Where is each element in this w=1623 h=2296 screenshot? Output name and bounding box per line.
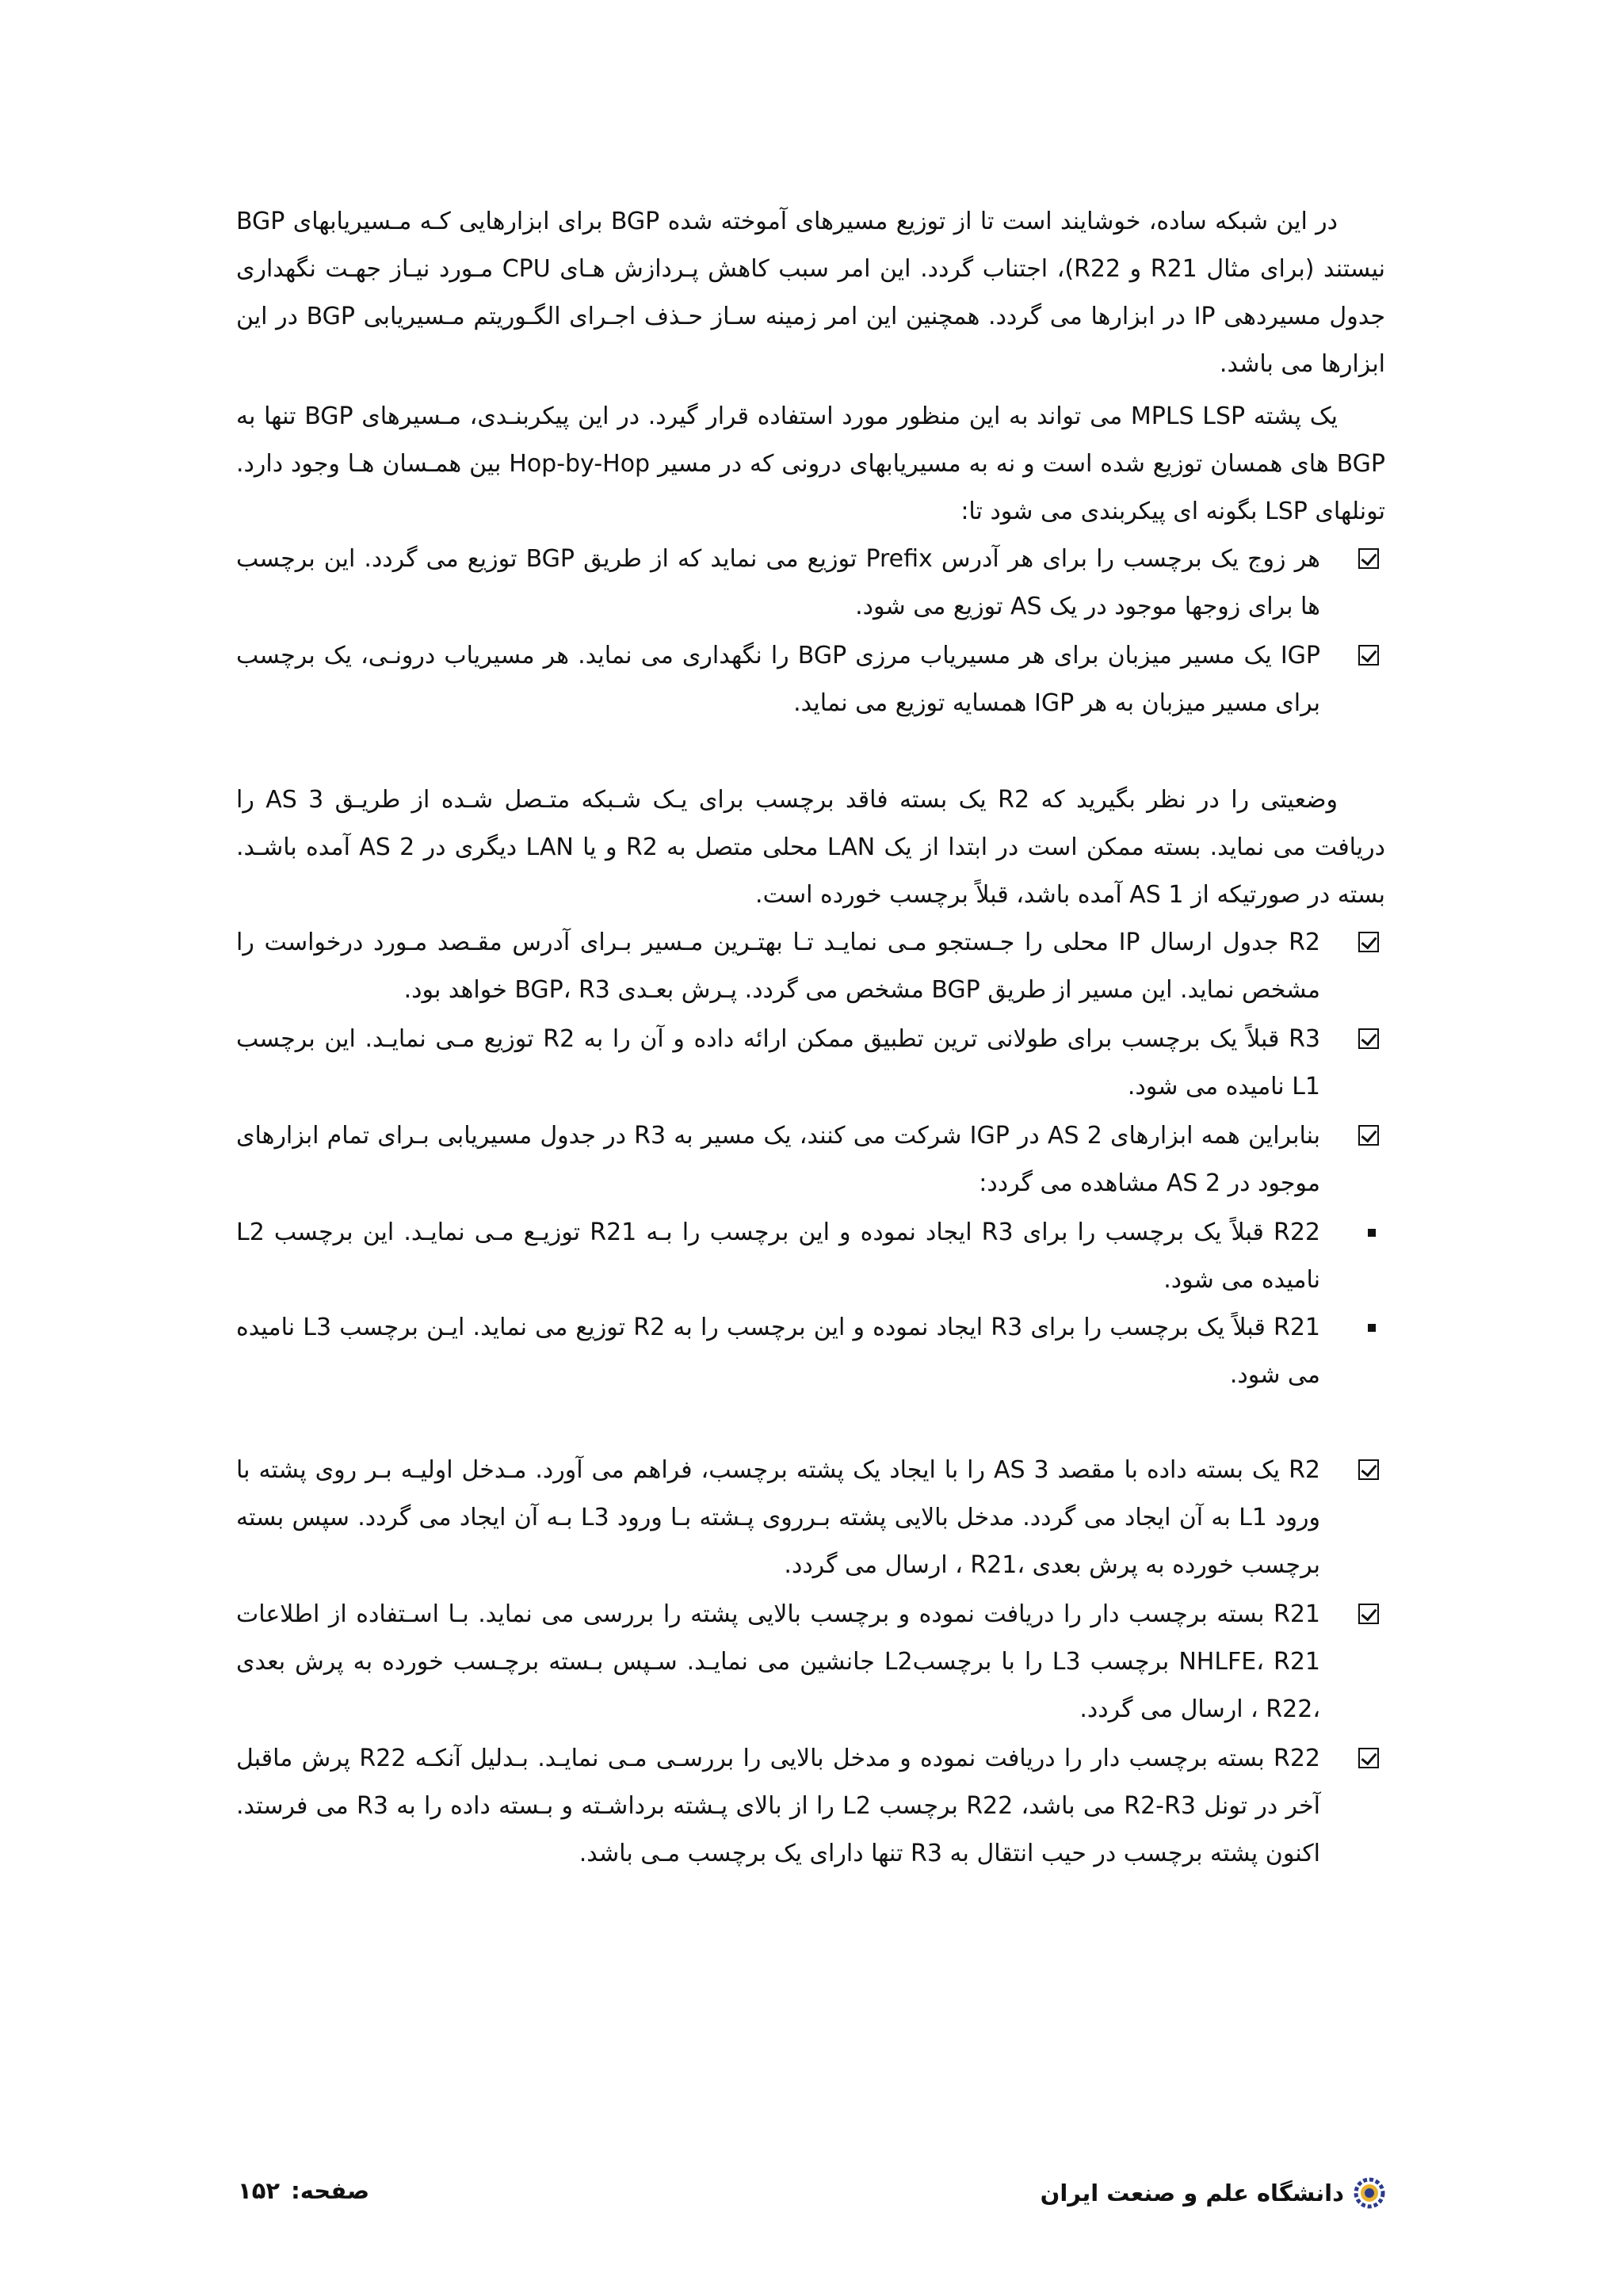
list-item-text: R2 یک بسته داده با مقصد AS 3 را با ایجاد یک پشته برچسب، فراهم می آورد. مـدخل اولیـه بـر روی پشته با ورود L1 به آن ایجاد می گردد. مدخل بالایی پشته بـرروی پـشته بـا ورود L3 بـه آن ایجاد می گردد. سپس بسته برچسب خورده به پرش بعدی ،R21 ، ارسال می گردد. [236,1456,1320,1579]
list-item-text: R22 بسته برچسب دار را دریافت نموده و مدخل بالایی را بررسـی مـی نمایـد. بـدلیل آنکـه R22 پرش ماقبل آخر در تونل R2-R3 می باشد، R22 برچسب L2 را از بالای پـشته برداشـته و بـسته داده را به R3 می فرستد. اکنون پشته برچسب در حیب انتقال به R3 تنها دارای یک برچسب مـی باشد. [236,1745,1320,1867]
list-item-text: هر زوج یک برچسب را برای هر آدرس Prefix توزیع می نماید که از طریق BGP توزیع می گردد. این برچسب ها برای زوجها موجود در یک AS توزیع می شود. [236,545,1321,620]
list-item [236,1112,1385,1207]
university-name: دانشگاه علم و صنعت ایران [1040,2180,1344,2206]
checked-box-icon [1358,1748,1379,1768]
checkbox-list [236,536,1385,727]
list-item [236,536,1385,631]
checked-box-icon [1358,932,1379,952]
list-item-text: R21 بسته برچسب دار را دریافت نموده و برچسب بالایی پشته را بررسی می نماید. بـا اسـتفاده از اطلاعات NHLFE، R21 برچسب L3 را با برچسبL2 جانشین می نمایـد. سـپس بـسته برچـسب خورده به پرش بعدی ،R22 ، ارسال می گردد. [236,1600,1320,1723]
list-item [236,1447,1385,1589]
list-item-text: بنابراین همه ابزارهای AS 2 در IGP شرکت می کنند، یک مسیر به R3 در جدول مسیریابی بـرای تمام ابزارهای موجود در AS 2 مشاهده می گردد: [236,1122,1321,1197]
university-logo-icon [1354,2177,1385,2209]
list-item [236,632,1385,727]
checked-box-icon [1358,1125,1379,1146]
sublist-item [236,1209,1385,1304]
paragraph: وضعیتی را در نظر بگیرید که R2 یک بسته فاقد برچسب برای یـک شـبکه متـصل شـده از طریـق AS 3 را دریافت می نماید. بسته ممکن است در ابتدا از یک LAN محلی متصل به R2 و یا LAN دیگری در AS 2 آمده باشـد. بسته در صورتیکه از AS 1 آمده باشد، قبلاً برچسب خورده است. [236,786,1385,909]
list-item [236,1016,1385,1111]
checked-box-icon [1358,1028,1379,1049]
paragraph: در این شبکه ساده، خوشایند است تا از توزیع مسیرهای آموخته شده BGP برای ابزارهایی کـه مـسیریابهای BGP نیستند (برای مثال R21 و R22)، اجتناب گردد. این امر سبب کاهش پـردازش هـای CPU مـورد نیـاز جهـت نگهداری جدول مسیردهی IP در ابزارها می گردد. همچنین این امر زمینه سـاز حـذف اجـرای الگـوریتم مـسیریابی BGP در این ابزارها می باشد. [236,208,1385,378]
page-number: ۱۵۲ [238,2177,281,2204]
bullet-sublist [236,1209,1385,1399]
sublist-item [236,1304,1385,1399]
checkbox-list [236,1447,1385,1878]
checked-box-icon [1358,548,1379,569]
checked-box-icon [1358,1459,1379,1480]
list-item-text: IGP یک مسیر میزبان برای هر مسیریاب مرزی BGP را نگهداری می نماید. هر مسیریاب درونـی، یک برچسب برای مسیر میزبان به هر IGP همسایه توزیع می نماید. [236,642,1320,717]
page-number-block [238,2177,369,2204]
checked-box-icon [1358,1604,1379,1624]
list-item [236,1591,1385,1733]
square-bullet-icon [1368,1229,1376,1237]
paragraph: یک پشته MPLS LSP می تواند به این منظور مورد استفاده قرار گیرد. در این پیکربنـدی، مـسیرهای BGP تنها به BGP های همسان توزیع شده است و نه به مسیریابهای درونی که در مسیر Hop-by-Hop بین همـسان هـا وجود دارد. تونلهای LSP بگونه ای پیکربندی می شود تا: [236,402,1386,525]
list-item [236,1735,1385,1878]
list-item-text: R2 جدول ارسال IP محلی را جـستجو مـی نمایـد تـا بهتـرین مـسیر بـرای آدرس مقـصد مـورد درخواست را مشخص نماید. این مسیر از طریق BGP مشخص می گردد. پـرش بعـدی BGP، R3 خواهد بود. [236,929,1320,1004]
page-body [236,198,1385,1879]
page-footer [238,2171,1385,2218]
square-bullet-icon [1368,1324,1376,1332]
spacer [236,1399,1385,1447]
sublist-item-text: R21 قبلاً یک برچسب را برای R3 ایجاد نموده و این برچسب را به R2 توزیع می نماید. ایـن برچسب L3 نامیده می شود. [236,1314,1320,1389]
spacer [236,729,1385,776]
sublist-item-text: R22 قبلاً یک برچسب را برای R3 ایجاد نموده و این برچسب را بـه R21 توزیـع مـی نمایـد. این برچسب L2 نامیده می شود. [236,1219,1320,1294]
list-item [236,919,1385,1014]
footer-university [1041,2177,1385,2209]
checkbox-list [236,919,1385,1207]
checked-box-icon [1358,645,1379,666]
page-label: صفحه: [291,2177,370,2204]
list-item-text: R3 قبلاً یک برچسب برای طولانی ترین تطبیق ممکن ارائه داده و آن را به R2 توزیع مـی نمایـد. این برچسب L1 نامیده می شود. [236,1025,1321,1100]
